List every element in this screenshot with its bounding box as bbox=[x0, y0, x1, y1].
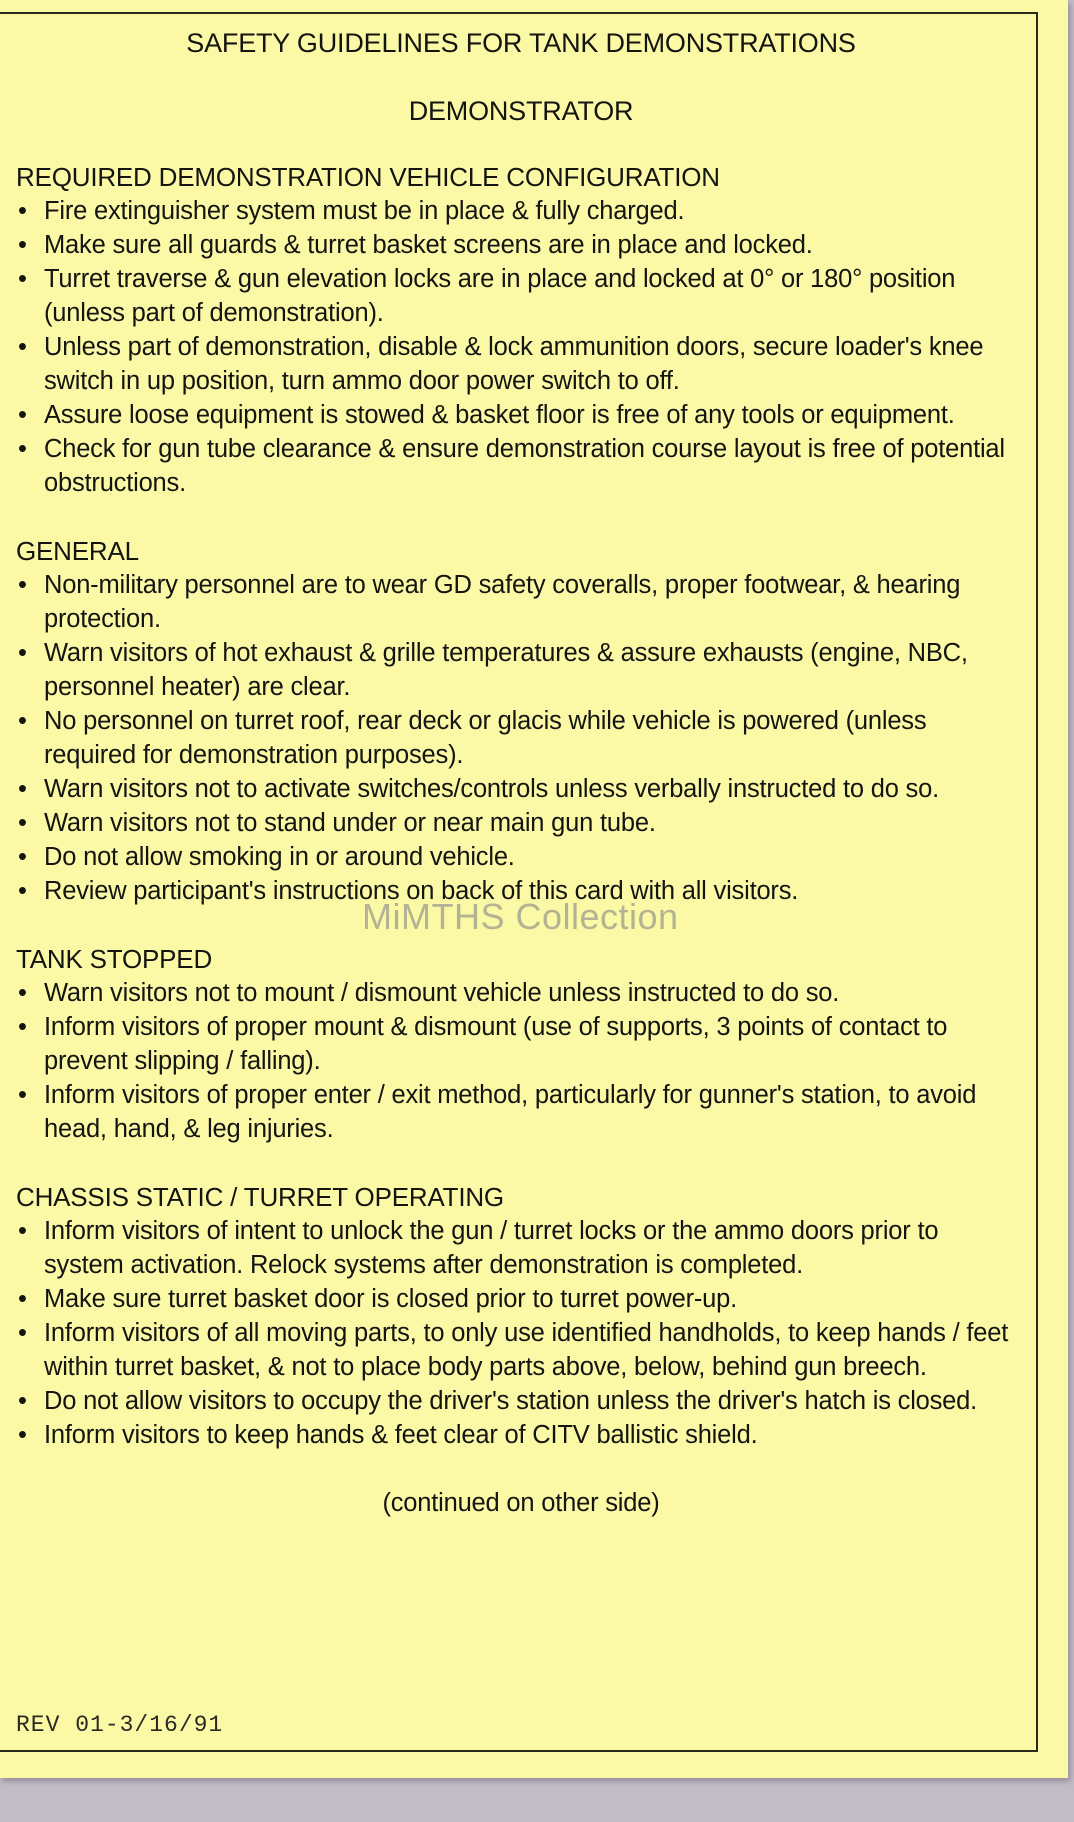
list-item-text: Assure loose equipment is stowed & basket floor is free of any tools or equipment. bbox=[44, 401, 955, 429]
list-item bbox=[16, 1316, 1026, 1384]
section bbox=[16, 942, 1026, 1146]
list-item-text: Do not allow visitors to occupy the driver's station unless the driver's hatch is closed. bbox=[44, 1387, 978, 1415]
bullet-icon: • bbox=[18, 1387, 27, 1415]
bullet-icon: • bbox=[18, 775, 27, 803]
section-heading: TANK STOPPED bbox=[16, 944, 213, 974]
list-item bbox=[16, 1384, 1026, 1418]
bullet-icon: • bbox=[18, 197, 27, 225]
list-item bbox=[16, 262, 1026, 330]
bullet-list bbox=[16, 1214, 1026, 1452]
bullet-icon: • bbox=[18, 639, 27, 667]
bullet-icon: • bbox=[18, 979, 27, 1007]
bullet-icon: • bbox=[18, 707, 27, 735]
bullet-icon: • bbox=[18, 1217, 27, 1245]
bullet-icon: • bbox=[18, 843, 27, 871]
bullet-icon: • bbox=[18, 1421, 27, 1449]
list-item bbox=[16, 1078, 1026, 1146]
list-item-text: Make sure turret basket door is closed prior to turret power-up. bbox=[44, 1285, 738, 1313]
bullet-icon: • bbox=[18, 401, 27, 429]
list-item bbox=[16, 1282, 1026, 1316]
bullet-icon: • bbox=[18, 435, 27, 463]
list-item bbox=[16, 568, 1026, 636]
section-heading: REQUIRED DEMONSTRATION VEHICLE CONFIGURATION bbox=[16, 162, 720, 192]
bullet-icon: • bbox=[18, 333, 27, 361]
list-item bbox=[16, 840, 1026, 874]
card-content bbox=[16, 26, 1026, 1520]
list-item-text: Warn visitors of hot exhaust & grille temperatures & assure exhausts (engine, NBC, personnel heater) are clear. bbox=[44, 639, 968, 701]
bullet-icon: • bbox=[18, 1319, 27, 1347]
list-item-text: Inform visitors of all moving parts, to only use identified handholds, to keep hands / feet within turret basket, & not to place body parts above, below, behind gun breech. bbox=[44, 1319, 1009, 1381]
bullet-icon: • bbox=[18, 1081, 27, 1109]
bullet-list bbox=[16, 568, 1026, 908]
sections-container bbox=[16, 160, 1026, 1452]
bullet-icon: • bbox=[18, 231, 27, 259]
list-item-text: No personnel on turret roof, rear deck or glacis while vehicle is powered (unless required for demonstration purposes). bbox=[44, 707, 927, 769]
bullet-icon: • bbox=[18, 571, 27, 599]
list-item-text: Inform visitors of intent to unlock the gun / turret locks or the ammo doors prior to system activation. Relock systems after demonstration is completed. bbox=[44, 1217, 939, 1279]
list-item bbox=[16, 194, 1026, 228]
section bbox=[16, 160, 1026, 500]
list-item-text: Do not allow smoking in or around vehicle. bbox=[44, 843, 515, 871]
list-item-text: Non-military personnel are to wear GD safety coveralls, proper footwear, & hearing protection. bbox=[44, 571, 961, 633]
list-item bbox=[16, 636, 1026, 704]
list-item-text: Warn visitors not to stand under or near main gun tube. bbox=[44, 809, 656, 837]
section bbox=[16, 534, 1026, 908]
list-item bbox=[16, 976, 1026, 1010]
list-item-text: Unless part of demonstration, disable & lock ammunition doors, secure loader's knee switch in up position, turn ammo door power switch to off. bbox=[44, 333, 984, 395]
list-item-text: Review participant's instructions on back of this card with all visitors. bbox=[44, 877, 799, 905]
document-title: SAFETY GUIDELINES FOR TANK DEMONSTRATIONS bbox=[186, 28, 856, 58]
bullet-list bbox=[16, 976, 1026, 1146]
bullet-icon: • bbox=[18, 809, 27, 837]
list-item bbox=[16, 1214, 1026, 1282]
section bbox=[16, 1180, 1026, 1452]
list-item bbox=[16, 704, 1026, 772]
section-heading: CHASSIS STATIC / TURRET OPERATING bbox=[16, 1182, 504, 1212]
list-item-text: Make sure all guards & turret basket screens are in place and locked. bbox=[44, 231, 813, 259]
revision-label: REV 01-3/16/91 bbox=[16, 1712, 224, 1738]
list-item-text: Fire extinguisher system must be in place & fully charged. bbox=[44, 197, 685, 225]
list-item bbox=[16, 772, 1026, 806]
watermark: MiMTHS Collection bbox=[362, 896, 679, 937]
document-subtitle: DEMONSTRATOR bbox=[408, 96, 634, 126]
list-item-text: Inform visitors to keep hands & feet clear of CITV ballistic shield. bbox=[44, 1421, 758, 1449]
list-item bbox=[16, 432, 1026, 500]
bullet-icon: • bbox=[18, 1285, 27, 1313]
list-item bbox=[16, 1010, 1026, 1078]
continued-note: (continued on other side) bbox=[382, 1489, 660, 1517]
section-heading: GENERAL bbox=[16, 536, 139, 566]
bullet-icon: • bbox=[18, 877, 27, 905]
list-item bbox=[16, 1418, 1026, 1452]
list-item bbox=[16, 228, 1026, 262]
bullet-icon: • bbox=[18, 1013, 27, 1041]
list-item-text: Inform visitors of proper enter / exit method, particularly for gunner's station, to avoid head, hand, & leg injuries. bbox=[44, 1081, 977, 1143]
list-item-text: Warn visitors not to activate switches/controls unless verbally instructed to do so. bbox=[44, 775, 939, 803]
list-item-text: Inform visitors of proper mount & dismount (use of supports, 3 points of contact to prevent slipping / falling). bbox=[44, 1013, 948, 1075]
list-item-text: Warn visitors not to mount / dismount vehicle unless instructed to do so. bbox=[44, 979, 840, 1007]
list-item-text: Check for gun tube clearance & ensure demonstration course layout is free of potential obstructions. bbox=[44, 435, 1005, 497]
bullet-icon: • bbox=[18, 265, 27, 293]
list-item-text: Turret traverse & gun elevation locks are in place and locked at 0° or 180° position (unless part of demonstration). bbox=[44, 265, 956, 327]
list-item bbox=[16, 806, 1026, 840]
list-item bbox=[16, 330, 1026, 398]
bullet-list bbox=[16, 194, 1026, 500]
list-item bbox=[16, 398, 1026, 432]
